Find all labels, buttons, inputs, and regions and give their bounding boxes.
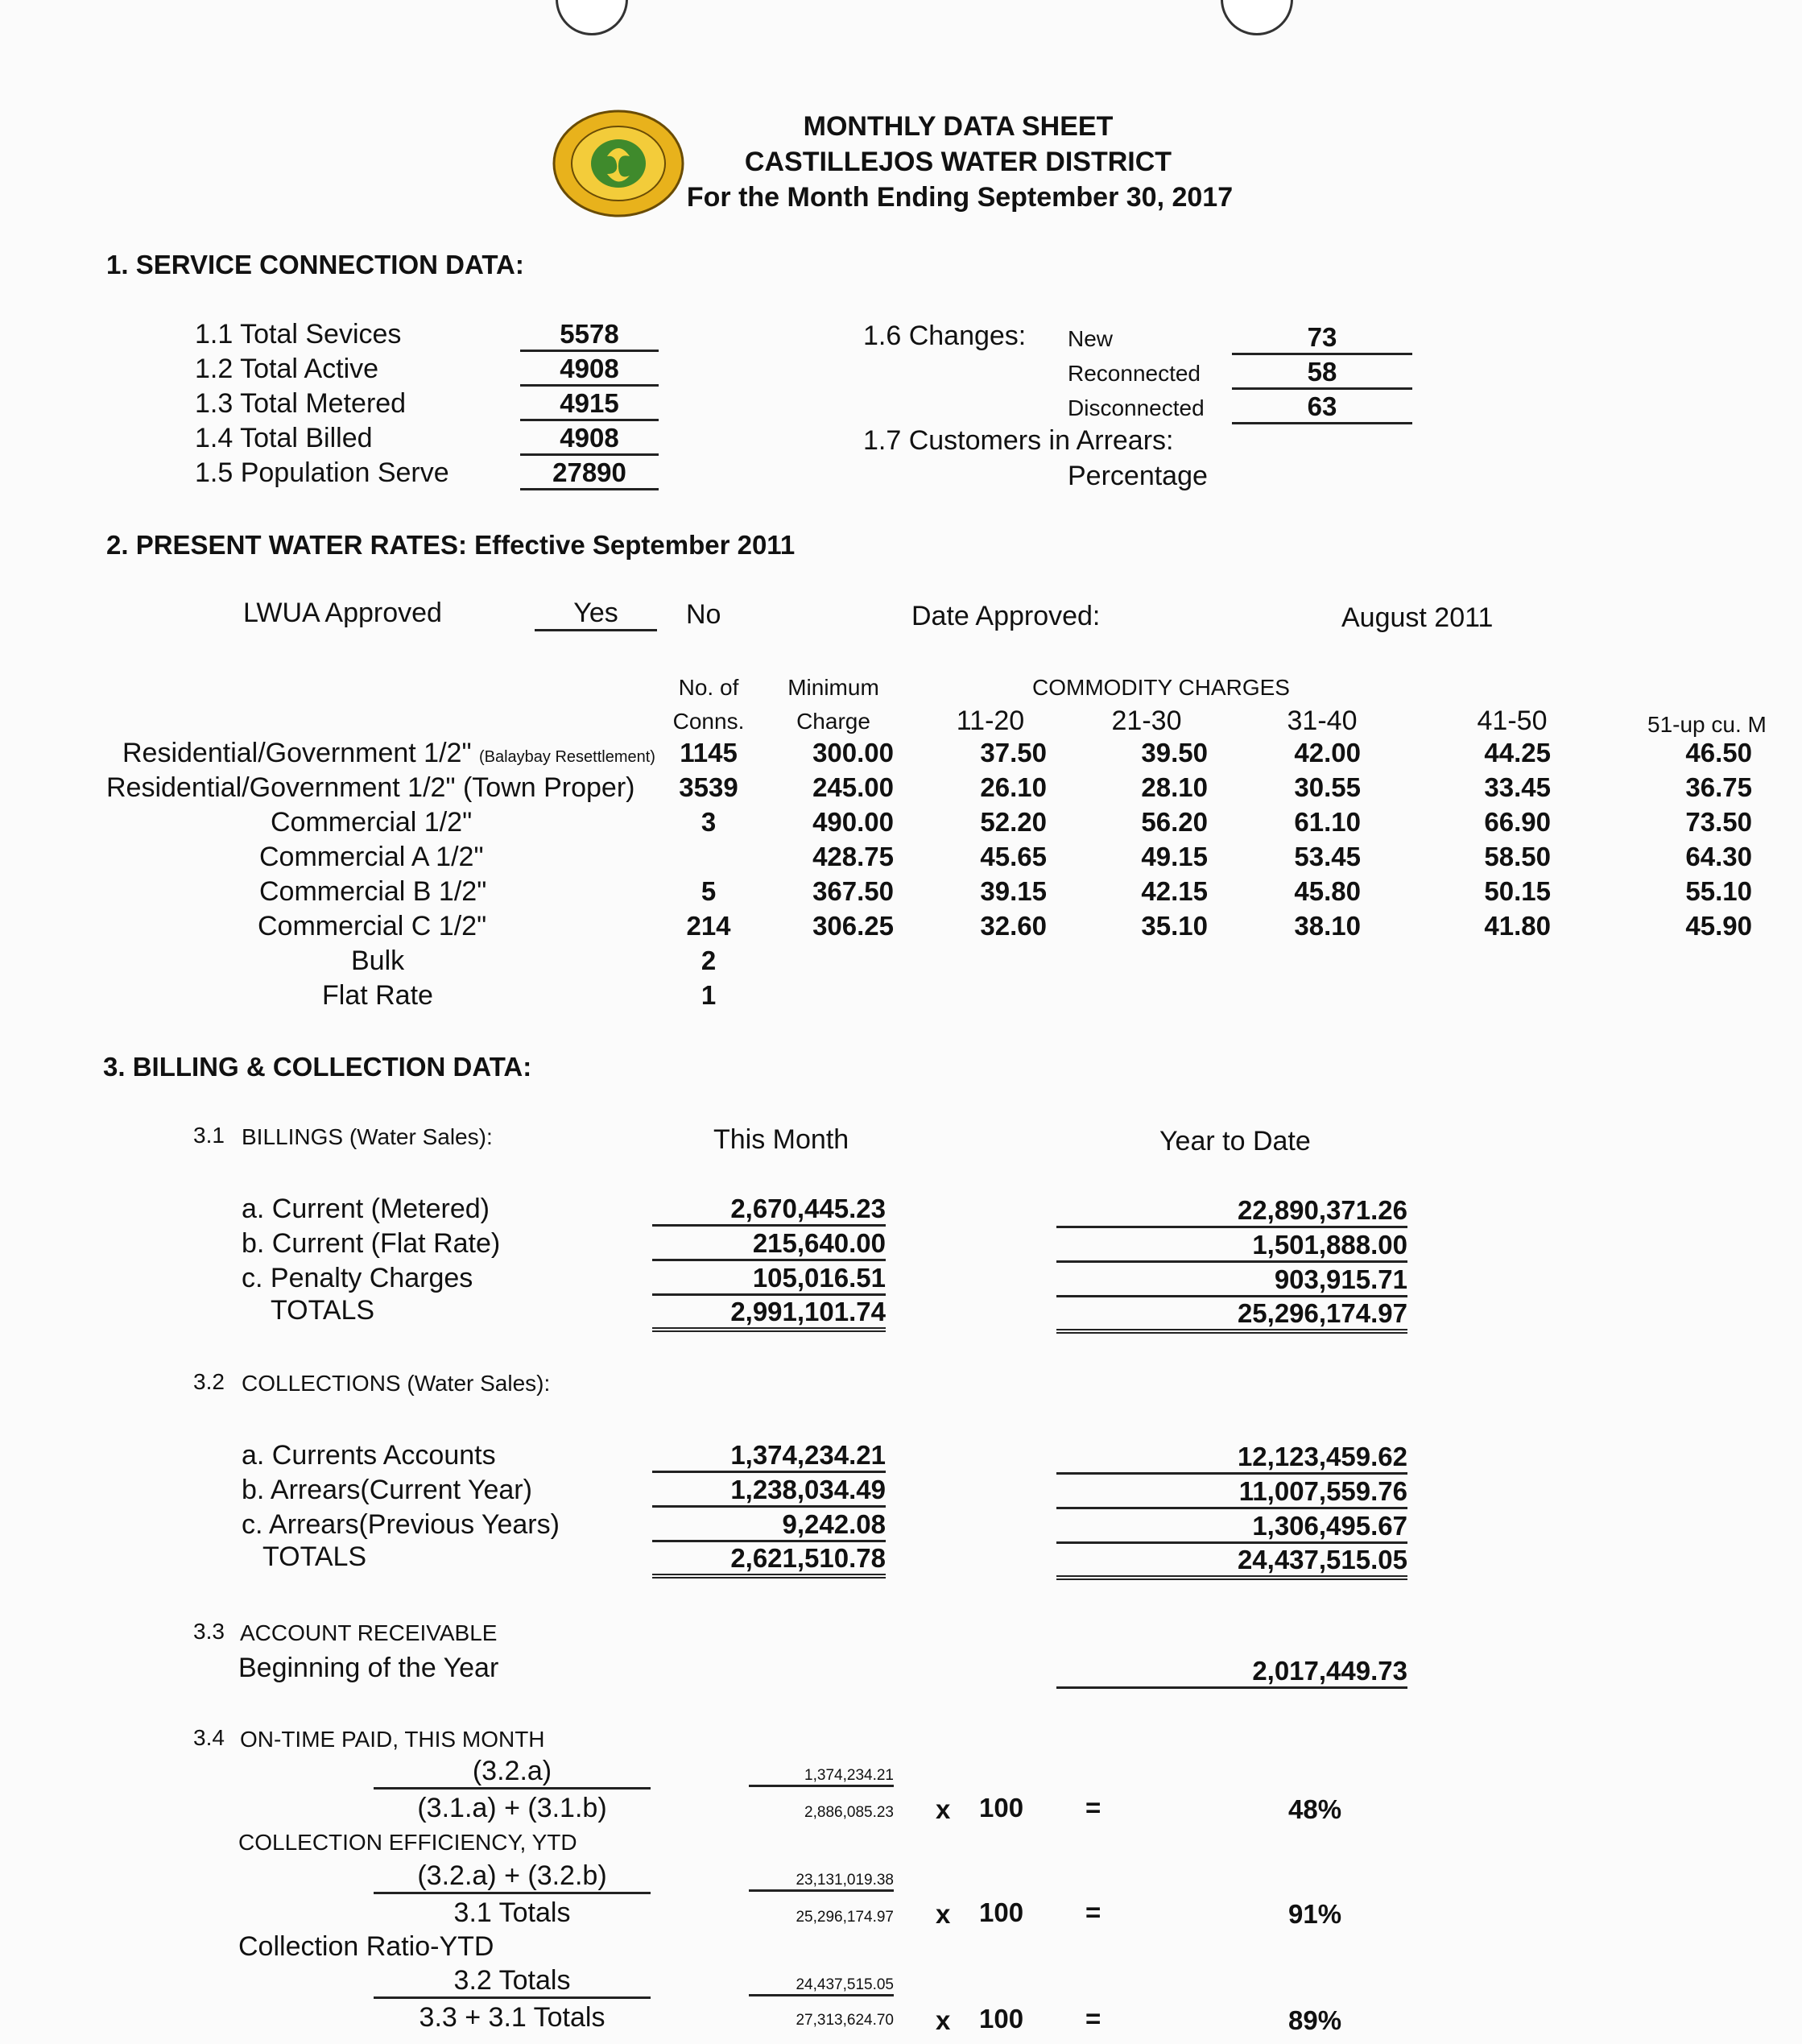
section-1-title: 1. SERVICE CONNECTION DATA:: [106, 250, 524, 279]
rate-cell-min: 306.25: [812, 911, 894, 941]
conns-header-2: Conns.: [672, 709, 745, 734]
lwua-label: LWUA Approved: [243, 598, 442, 628]
min-header-2: Charge: [796, 709, 870, 734]
ratios-num: 3.4: [193, 1725, 225, 1750]
rate-cell-c3: 38.10: [1294, 911, 1361, 941]
ratio1-numerator-value: 1,374,234.21: [749, 1767, 894, 1787]
rate-row-label-5: Commercial B 1/2": [259, 876, 487, 907]
title-line-1: MONTHLY DATA SHEET: [803, 111, 1114, 142]
rate-cell-c5: 64.30: [1685, 842, 1752, 871]
rate-cell-c5: 45.90: [1685, 911, 1752, 941]
rate-cell-conns: 214: [686, 911, 731, 941]
ratio2-denominator: 3.1 Totals: [453, 1897, 571, 1928]
rate-cell-c1: 45.65: [980, 842, 1047, 871]
billing-ytd-b: 1,501,888.00: [1056, 1230, 1407, 1263]
receivable-sub: Beginning of the Year: [238, 1653, 499, 1683]
arrears-label: 1.7 Customers in Arrears:: [863, 425, 1174, 456]
rate-cell-c1: 32.60: [980, 911, 1047, 941]
collection-month-b: 1,238,034.49: [652, 1475, 886, 1508]
ratio2-numerator-value: 23,131,019.38: [749, 1872, 894, 1892]
service-label-3: 1.3 Total Metered: [195, 388, 407, 419]
rate-row-label-1: Residential/Government 1/2" (Balaybay Resettlement): [122, 738, 655, 768]
billing-label-c: c. Penalty Charges: [242, 1263, 473, 1293]
rate-cell-conns: 1: [701, 980, 717, 1010]
rate-cell-c4: 44.25: [1484, 738, 1551, 768]
billing-month-b: 215,640.00: [652, 1228, 886, 1261]
ratio1-denominator-value: 2,886,085.23: [804, 1804, 894, 1821]
receivable-label: ACCOUNT RECEIVABLE: [240, 1620, 498, 1645]
rate-cell-c4: 41.80: [1484, 911, 1551, 941]
rate-cell-c2: 39.50: [1141, 738, 1208, 768]
ratio1-numerator: (3.2.a): [374, 1756, 651, 1790]
rate-cell-c5: 36.75: [1685, 772, 1752, 802]
billing-ytd-a: 22,890,371.26: [1056, 1195, 1407, 1228]
collections-label: COLLECTIONS (Water Sales):: [242, 1371, 551, 1396]
billing-month-total: 2,991,101.74: [652, 1297, 886, 1332]
commodity-header: COMMODITY CHARGES: [1032, 675, 1290, 700]
service-value-3: 4915: [520, 388, 659, 421]
range-header-51-up: 51-up cu. M: [1647, 712, 1767, 737]
conns-header-1: No. of: [678, 675, 739, 700]
ratio3-equals: =: [1085, 2004, 1101, 2034]
change-value-disconnected: 63: [1232, 391, 1412, 424]
rate-cell-c2: 42.15: [1141, 876, 1208, 906]
service-value-5: 27890: [520, 457, 659, 490]
change-value-reconnected: 58: [1232, 357, 1412, 390]
service-label-5: 1.5 Population Serve: [195, 457, 449, 488]
section-2-title: 2. PRESENT WATER RATES: Effective September 2011: [106, 530, 796, 560]
rate-cell-c5: 46.50: [1685, 738, 1752, 768]
rate-cell-c3: 30.55: [1294, 772, 1361, 802]
ratio2-result: 91%: [1288, 1899, 1342, 1929]
date-approved-label: Date Approved:: [911, 601, 1101, 631]
ratio3-numerator: 3.2 Totals: [374, 1965, 651, 1999]
rate-cell-c4: 66.90: [1484, 807, 1551, 837]
billings-num: 3.1: [193, 1123, 225, 1148]
rate-cell-c5: 73.50: [1685, 807, 1752, 837]
rate-cell-min: 490.00: [812, 807, 894, 837]
punch-hole-left: [556, 0, 628, 35]
punch-hole-right: [1221, 0, 1293, 35]
rate-cell-c1: 39.15: [980, 876, 1047, 906]
district-logo: [551, 108, 686, 219]
receivable-value: 2,017,449.73: [1056, 1656, 1407, 1689]
rate-cell-c1: 26.10: [980, 772, 1047, 802]
range-header-21-30: 21-30: [1111, 705, 1182, 736]
ratio3-times: x: [936, 2005, 951, 2035]
rate-cell-conns: 5: [701, 876, 717, 906]
range-header-41-50: 41-50: [1477, 705, 1548, 736]
billing-label-b: b. Current (Flat Rate): [242, 1228, 501, 1259]
billing-ytd-c: 903,915.71: [1056, 1264, 1407, 1297]
receivable-num: 3.3: [193, 1619, 225, 1644]
billing-totals-label: TOTALS: [271, 1295, 375, 1326]
rate-cell-min: 367.50: [812, 876, 894, 906]
rate-cell-c2: 28.10: [1141, 772, 1208, 802]
ratio2-numerator: (3.2.a) + (3.2.b): [374, 1860, 651, 1894]
rate-row-label-6: Commercial C 1/2": [258, 911, 487, 941]
service-value-4: 4908: [520, 423, 659, 456]
rate-cell-c3: 61.10: [1294, 807, 1361, 837]
rate-cell-c2: 49.15: [1141, 842, 1208, 871]
rate-cell-conns: 2: [701, 945, 717, 975]
ratio3-hundred: 100: [979, 2004, 1024, 2034]
change-value-new: 73: [1232, 322, 1412, 355]
rate-cell-c3: 42.00: [1294, 738, 1361, 768]
this-month-header: This Month: [713, 1124, 849, 1155]
percentage-label: Percentage: [1068, 461, 1208, 491]
rate-cell-c4: 50.15: [1484, 876, 1551, 906]
service-label-2: 1.2 Total Active: [195, 354, 379, 384]
billing-label-a: a. Current (Metered): [242, 1194, 490, 1224]
billing-month-c: 105,016.51: [652, 1263, 886, 1296]
date-approved-value: August 2011: [1341, 602, 1494, 633]
rate-cell-min: 245.00: [812, 772, 894, 802]
collection-label-a: a. Currents Accounts: [242, 1440, 496, 1471]
rate-row-label-2: Residential/Government 1/2" (Town Proper): [106, 772, 635, 803]
ratio1-times: x: [936, 1794, 951, 1824]
ratio2-title: COLLECTION EFFICIENCY, YTD: [238, 1830, 577, 1855]
ratios-label: ON-TIME PAID, THIS MONTH: [240, 1727, 545, 1752]
rate-cell-c5: 55.10: [1685, 876, 1752, 906]
service-value-2: 4908: [520, 354, 659, 387]
collection-month-total: 2,621,510.78: [652, 1543, 886, 1579]
rate-cell-min: 300.00: [812, 738, 894, 768]
collection-ytd-total: 24,437,515.05: [1056, 1545, 1407, 1580]
range-header-11-20: 11-20: [956, 705, 1025, 736]
rate-cell-conns: 3: [701, 807, 717, 837]
billing-ytd-total: 25,296,174.97: [1056, 1298, 1407, 1334]
collection-ytd-b: 11,007,559.76: [1056, 1476, 1407, 1509]
collections-num: 3.2: [193, 1369, 225, 1394]
ratio2-times: x: [936, 1899, 951, 1929]
service-label-4: 1.4 Total Billed: [195, 423, 373, 453]
ratio1-denominator: (3.1.a) + (3.1.b): [417, 1793, 607, 1823]
collection-month-a: 1,374,234.21: [652, 1440, 886, 1473]
lwua-yes: Yes: [535, 598, 657, 631]
rate-cell-min: 428.75: [812, 842, 894, 871]
change-label-reconnected: Reconnected: [1068, 361, 1201, 386]
ratio1-equals: =: [1085, 1793, 1101, 1823]
rate-cell-conns: 1145: [680, 738, 738, 768]
rate-row-label-3: Commercial 1/2": [271, 807, 473, 838]
rate-row-label-7: Bulk: [351, 945, 405, 976]
ratio3-denominator-value: 27,313,624.70: [796, 2012, 894, 2029]
ratio2-equals: =: [1085, 1897, 1101, 1927]
ratio3-denominator: 3.3 + 3.1 Totals: [419, 2002, 605, 2033]
rate-row-label-8: Flat Rate: [322, 980, 433, 1011]
lwua-no: No: [686, 599, 721, 630]
billings-label: BILLINGS (Water Sales):: [242, 1124, 493, 1149]
collection-totals-label: TOTALS: [262, 1541, 367, 1572]
section-3-title: 3. BILLING & COLLECTION DATA:: [103, 1052, 532, 1082]
collection-ytd-c: 1,306,495.67: [1056, 1511, 1407, 1544]
rate-cell-c3: 53.45: [1294, 842, 1361, 871]
change-label-disconnected: Disconnected: [1068, 395, 1205, 420]
rate-cell-conns: 3539: [679, 772, 738, 802]
billing-month-a: 2,670,445.23: [652, 1194, 886, 1227]
rate-cell-c4: 33.45: [1484, 772, 1551, 802]
ratio2-hundred: 100: [979, 1897, 1024, 1927]
service-label-1: 1.1 Total Sevices: [195, 319, 402, 350]
collection-label-c: c. Arrears(Previous Years): [242, 1509, 560, 1540]
min-header-1: Minimum: [787, 675, 879, 700]
ratio2-denominator-value: 25,296,174.97: [796, 1909, 894, 1926]
collection-label-b: b. Arrears(Current Year): [242, 1475, 532, 1505]
change-label-new: New: [1068, 326, 1114, 351]
rate-cell-c3: 45.80: [1294, 876, 1361, 906]
rate-cell-c2: 35.10: [1141, 911, 1208, 941]
ratio1-result: 48%: [1288, 1794, 1342, 1824]
rate-cell-c1: 37.50: [980, 738, 1047, 768]
title-line-2: CASTILLEJOS WATER DISTRICT: [744, 147, 1172, 177]
changes-label: 1.6 Changes:: [863, 321, 1027, 351]
range-header-31-40: 31-40: [1287, 705, 1358, 736]
rate-row-label-4: Commercial A 1/2": [259, 842, 484, 872]
ratio3-numerator-value: 24,437,515.05: [749, 1976, 894, 1996]
ytd-header: Year to Date: [1159, 1126, 1311, 1156]
ratio1-hundred: 100: [979, 1793, 1024, 1823]
collection-month-c: 9,242.08: [652, 1509, 886, 1542]
ratio3-title: Collection Ratio-YTD: [238, 1931, 494, 1962]
collection-ytd-a: 12,123,459.62: [1056, 1442, 1407, 1475]
title-line-3: For the Month Ending September 30, 2017: [686, 182, 1234, 213]
rate-cell-c2: 56.20: [1141, 807, 1208, 837]
rate-cell-c1: 52.20: [980, 807, 1047, 837]
rate-cell-c4: 58.50: [1484, 842, 1551, 871]
service-value-1: 5578: [520, 319, 659, 352]
ratio3-result: 89%: [1288, 2005, 1342, 2035]
